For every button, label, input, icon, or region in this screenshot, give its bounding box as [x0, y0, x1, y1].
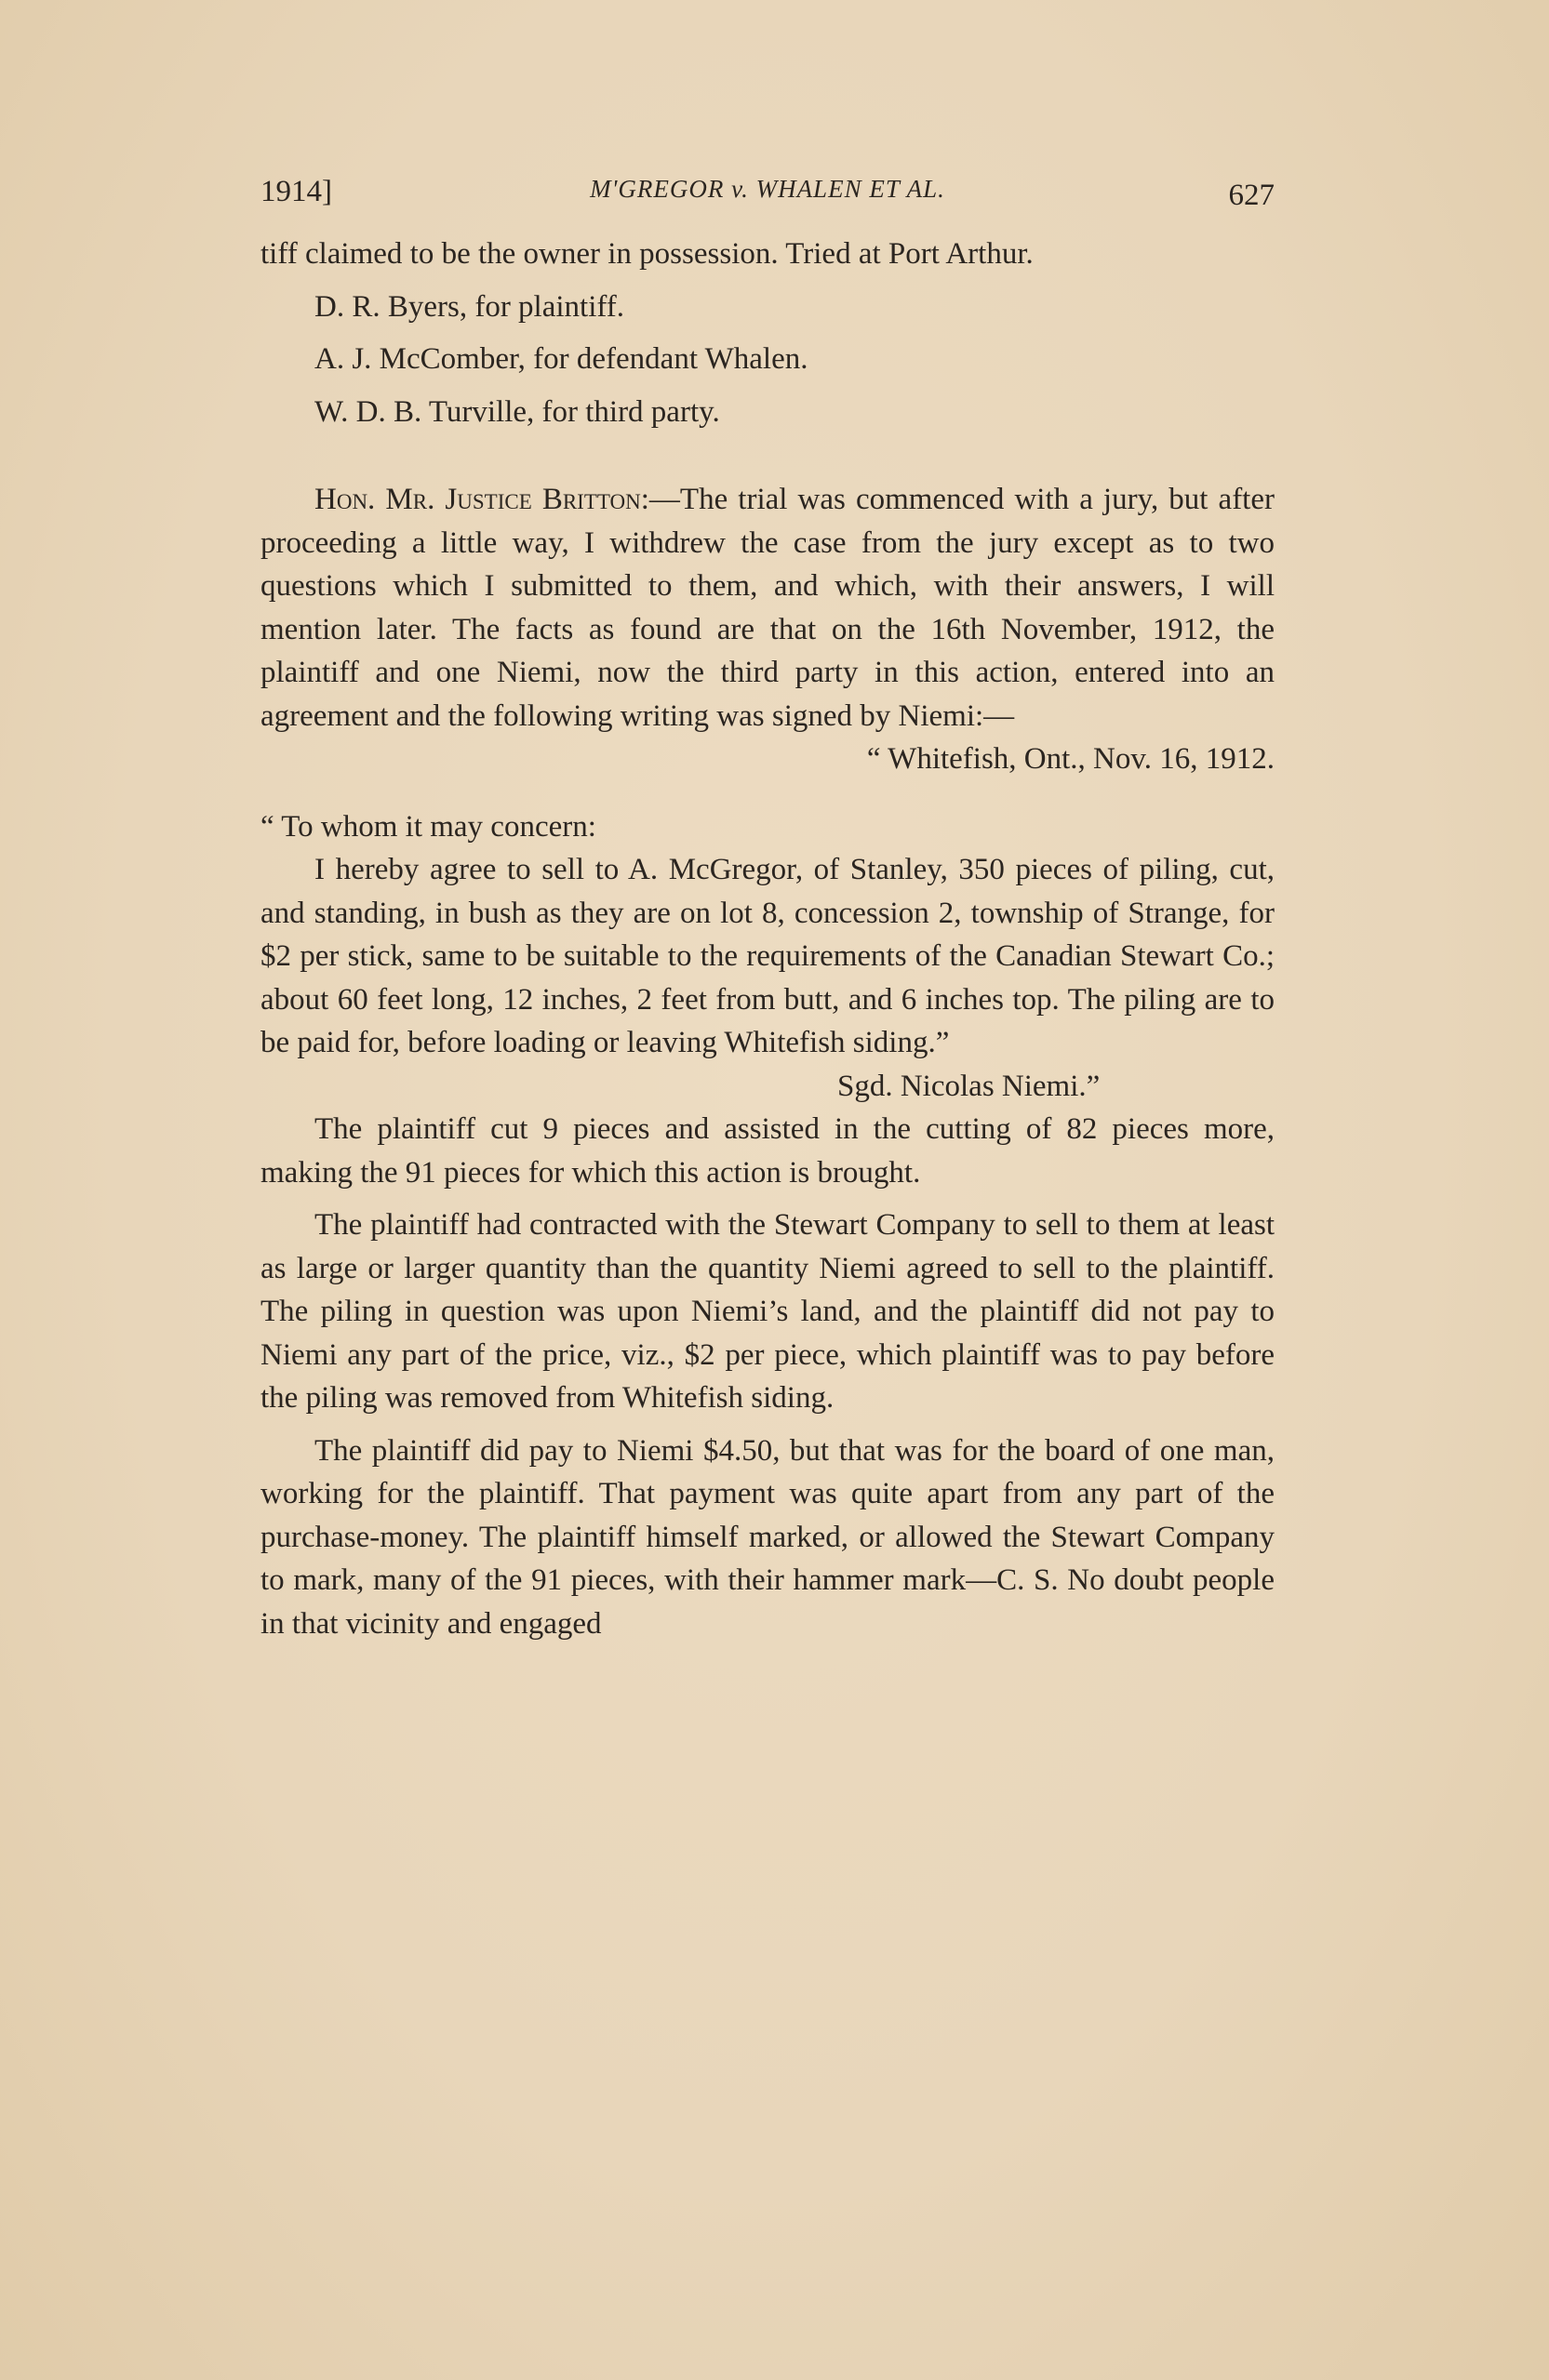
letter-signature: Sgd. Nicolas Niemi.” — [837, 1069, 1101, 1103]
letter-body: I hereby agree to sell to A. McGregor, of Stanley, 350 pieces of piling, cut, and standing, in bush as they are on lot 8, concession 2, township of Strange, for $2 per stick, same to be suitable to the requirements of the Canadian Stewart Co.; about 60 feet long, 12 inches, 2 feet from butt, and 6 inches top. The piling are to be paid for, before loading or leaving Whitefish siding.” — [260, 853, 1275, 1059]
intro-paragraph: tiff claimed to be the owner in possession. Tried at Port Arthur. — [260, 237, 1034, 271]
paragraph-payment: The plaintiff did pay to Niemi $4.50, but that was for the board of one man, working for the plaintiff. That payment was quite apart from any part of the purchase-money. The plaintiff himself marked, or allowed the Stewart Company to mark, many of the 91 pieces, with their hammer mark—C. S. No doubt people in that vicinity and engaged — [260, 1433, 1275, 1641]
paragraph-pieces-cut: The plaintiff cut 9 pieces and assisted in the cutting of 82 pieces more, making the 91 pieces for which this action is brought. — [260, 1112, 1275, 1190]
text-block — [260, 167, 1275, 1645]
judgment-opening — [260, 478, 1275, 738]
header-year: 1914] — [260, 175, 332, 208]
header-case-title: M'GREGOR v. WHALEN ET AL. — [590, 175, 945, 203]
judgment-opening-text: :—The trial was commenced with a jury, but after proceeding a little way, I withdrew the case from the jury except as to two questions which I submitted to them, and which, with their answers, I will mention later. The facts as found are that on the 16th November, 1912, the plaintiff and one Niemi, now the third party in this action, entered into an agreement and the following writing was signed by Niemi:— — [260, 483, 1275, 733]
counsel-line-defendant: A. J. McComber, for defendant Whalen. — [314, 342, 808, 376]
running-header — [260, 167, 1275, 223]
judge-name: Hon. Mr. Justice Britton — [314, 483, 641, 516]
letter-dateline: “ Whitefish, Ont., Nov. 16, 1912. — [866, 742, 1275, 776]
page-number: 627 — [1228, 179, 1275, 212]
letter-salutation: “ To whom it may concern: — [260, 809, 596, 844]
counsel-line-third-party: W. D. B. Turville, for third party. — [314, 394, 720, 429]
paragraph-stewart-contract: The plaintiff had contracted with the Stewart Company to sell to them at least as large or larger quantity than the quantity Niemi agreed to sell to the plaintiff. The piling in question was upon Niemi’s land, and the plaintiff did not pay to Niemi any part of the price, viz., $2 per piece, which plaintiff was to pay before the piling was removed from Whitefish siding. — [260, 1208, 1275, 1415]
counsel-line-plaintiff: D. R. Byers, for plaintiff. — [314, 289, 625, 324]
